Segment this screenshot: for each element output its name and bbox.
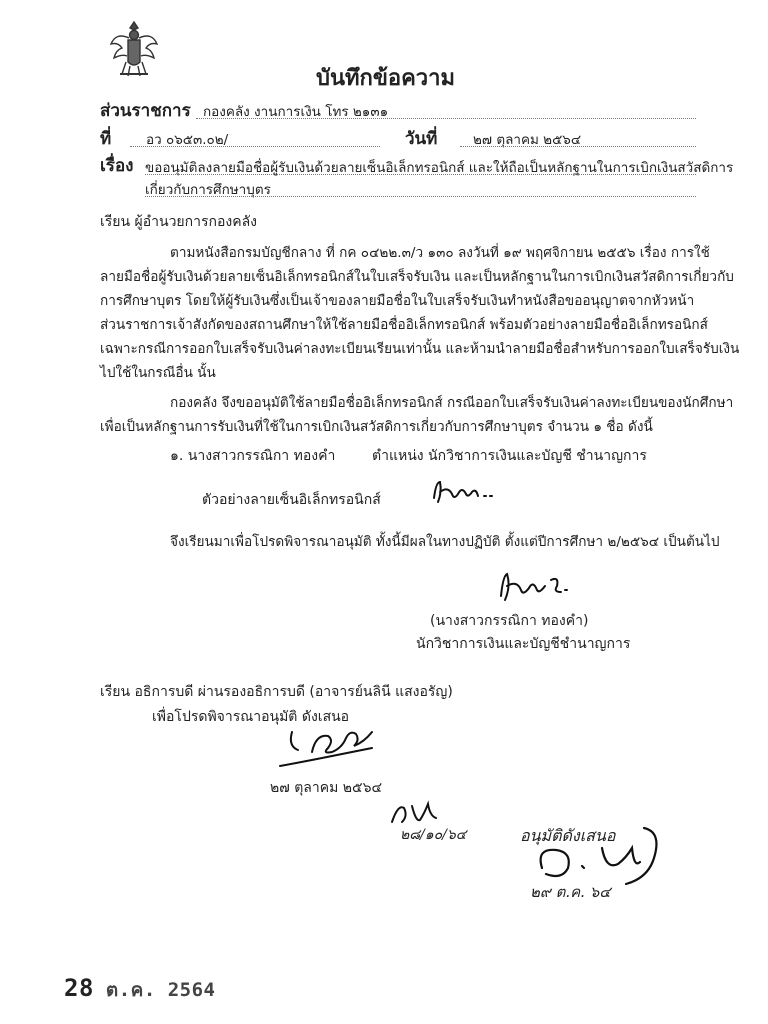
date-value: ๒๗ ตุลาคม ๒๕๖๔ — [473, 132, 582, 148]
sample-signature-label: ตัวอย่างลายเซ็นอิเล็กทรอนิกส์ — [202, 492, 381, 508]
stamp-day: 28 — [64, 974, 94, 1002]
handwritten-date-note: ๒๘/๑๐/๖๔ — [400, 827, 467, 843]
approval-text: อนุมัติดังเสนอ — [520, 826, 616, 845]
closing-line: จึงเรียนมาเพื่อโปรดพิจารณาอนุมัติ ทั้งนี้มีผลในทางปฏิบัติ ตั้งแต่ปีการศึกษา ๒/๒๕๖๔ เป็นต้นไป — [170, 534, 720, 550]
department-label: ส่วนราชการ — [100, 101, 191, 121]
salutation-2-note: เพื่อโปรดพิจารณาอนุมัติ ดังเสนอ — [152, 709, 350, 725]
paragraph1-line-2: ลายมือชื่อผู้รับเงินด้วยลายเซ็นอิเล็กทรอนิกส์ในใบเสร็จรับเงิน และเป็นหลักฐานในการเบิกเงินสวัสดิการเกี่ยวกับ — [100, 269, 734, 285]
paragraph1-line-4: ส่วนราชการเจ้าสังกัดของสถานศึกษาให้ใช้ลายมือชื่ออิเล็กทรอนิกส์ พร้อมตัวอย่างลายมือชื่ออิเล็กทรอนิกส์ — [100, 317, 708, 333]
paragraph1-line-6: ไปใช้ในกรณีอื่น นั้น — [100, 365, 216, 381]
subject-line-1: ขออนุมัติลงลายมือชื่อผู้รับเงินด้วยลายเซ็นอิเล็กทรอนิกส์ และให้ถือเป็นหลักฐานในการเบิกเงินสวัสดิการ — [145, 160, 734, 176]
garuda-emblem — [108, 18, 160, 78]
subject-dotline-1 — [145, 174, 696, 175]
approver-signature — [272, 712, 382, 772]
subject-line-2: เกี่ยวกับการศึกษาบุตร — [145, 182, 271, 198]
number-dotline — [130, 146, 380, 147]
number-value: อว ๐๖๕๓.๐๒/ — [146, 132, 229, 148]
salutation-2: เรียน อธิการบดี ผ่านรองอธิการบดี (อาจารย์นลินี แสงอรัญ) — [100, 684, 453, 700]
subject-label: เรื่อง — [100, 156, 134, 176]
signer-name: (นางสาวกรรณิกา ทองคำ) — [430, 613, 589, 629]
signature-date: ๒๗ ตุลาคม ๒๕๖๔ — [270, 780, 383, 796]
salutation: เรียน ผู้อำนวยการกองคลัง — [100, 214, 257, 230]
item1-name: ๑. นางสาวกรรณิกา ทองคำ — [170, 448, 336, 464]
number-label: ที่ — [100, 129, 112, 149]
sample-signature — [428, 474, 498, 508]
signer-signature — [493, 566, 573, 606]
date-dotline — [460, 146, 696, 147]
department-value: กองคลัง งานการเงิน โทร ๒๑๓๑ — [203, 104, 389, 120]
paragraph1-line-1: ตามหนังสือกรมบัญชีกลาง ที่ กค ๐๔๒๒.๓/ว ๑๓๐ ลงวันที่ ๑๙ พฤศจิกายน ๒๕๕๖ เรื่อง การใช้ — [170, 245, 710, 261]
paragraph1-line-5: เฉพาะกรณีการออกใบเสร็จรับเงินค่าลงทะเบียนเรียนเท่านั้น และห้ามนำลายมือชื่อสำหรับการออกใบเสร็จรับเงิน — [100, 341, 740, 357]
paragraph1-line-3: การศึกษาบุตร โดยให้ผู้รับเงินซึ่งเป็นเจ้าของลายมือชื่อในใบเสร็จรับเงินทำหนังสือขออนุญาตจากหัวหน้า — [100, 293, 695, 309]
paragraph2-line-2: เพื่อเป็นหลักฐานการรับเงินที่ใช้ในการเบิกเงินสวัสดิการเกี่ยวกับการศึกษาบุตร จำนวน ๑ ชื่อ ดังนี้ — [100, 419, 653, 435]
initials-mark — [388, 796, 448, 826]
signer-title: นักวิชาการเงินและบัญชีชำนาญการ — [416, 636, 631, 652]
date-label: วันที่ — [405, 129, 438, 149]
stamp-month-year: ต.ค. 2564 — [105, 979, 216, 1001]
memo-title: บันทึกข้อความ — [316, 66, 456, 91]
received-date-stamp — [64, 974, 215, 1005]
paragraph2-line-1: กองคลัง จึงขออนุมัติใช้ลายมือชื่ออิเล็กทรอนิกส์ กรณีออกใบเสร็จรับเงินค่าลงทะเบียนของนักศึกษา — [170, 395, 734, 411]
department-dotline — [196, 118, 696, 119]
approval-date: ๒๙ ต.ค. ๖๔ — [530, 883, 611, 901]
subject-dotline-2 — [145, 196, 696, 197]
item1-position: ตำแหน่ง นักวิชาการเงินและบัญชี ชำนาญการ — [372, 448, 647, 464]
